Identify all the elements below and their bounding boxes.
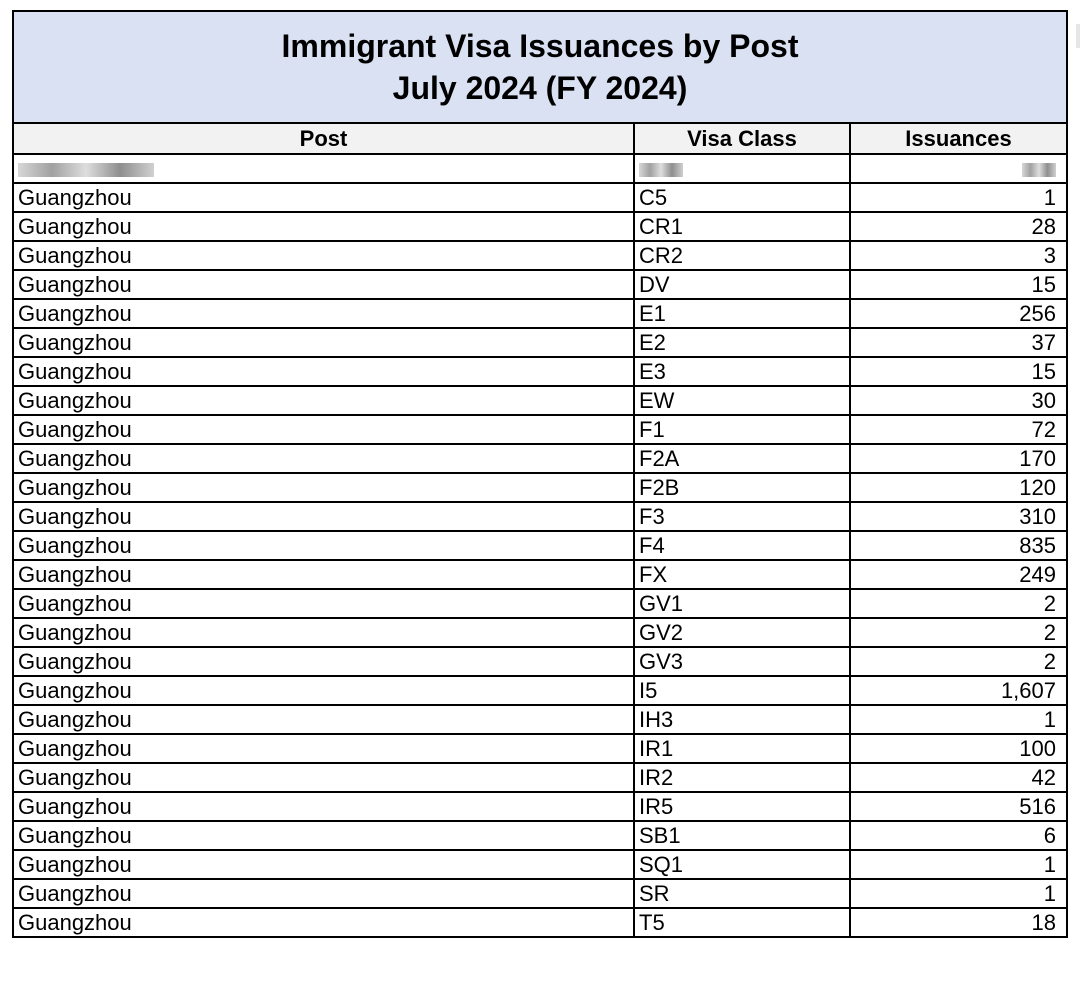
cell-issuances[interactable]: 30: [850, 386, 1066, 415]
cell-issuances[interactable]: 100: [850, 734, 1066, 763]
table-row: [14, 328, 1066, 357]
cell-issuances[interactable]: 516: [850, 792, 1066, 821]
cell-post[interactable]: Guangzhou: [14, 705, 634, 734]
cell-post[interactable]: Guangzhou: [14, 386, 634, 415]
cell-visa-class[interactable]: GV2: [634, 618, 850, 647]
report-period: July 2024 (FY 2024): [392, 70, 688, 106]
cell-issuances[interactable]: 28: [850, 212, 1066, 241]
cell-visa-class[interactable]: CR2: [634, 241, 850, 270]
cell-issuances[interactable]: 835: [850, 531, 1066, 560]
cell-post[interactable]: Guangzhou: [14, 212, 634, 241]
cell-visa-class[interactable]: F4: [634, 531, 850, 560]
cell-post[interactable]: Guangzhou: [14, 589, 634, 618]
table-row: [14, 792, 1066, 821]
cell-visa-class[interactable]: E1: [634, 299, 850, 328]
visa-issuance-sheet: [12, 10, 1068, 938]
title-block: [14, 12, 1066, 124]
cell-post[interactable]: Guangzhou: [14, 676, 634, 705]
cell-visa-class[interactable]: IH3: [634, 705, 850, 734]
table-row: [14, 879, 1066, 908]
table-row: [14, 705, 1066, 734]
cell-post[interactable]: Guangzhou: [14, 647, 634, 676]
cell-post[interactable]: Guangzhou: [14, 879, 634, 908]
cell-visa-class[interactable]: GV3: [634, 647, 850, 676]
column-header-post[interactable]: Post: [14, 124, 634, 154]
cell-post[interactable]: Guangzhou: [14, 299, 634, 328]
table-row: [14, 299, 1066, 328]
table-row: [14, 531, 1066, 560]
cell-post[interactable]: Guangzhou: [14, 821, 634, 850]
cell-visa-class[interactable]: IR2: [634, 763, 850, 792]
cell-visa-class[interactable]: GV1: [634, 589, 850, 618]
cell-visa-class[interactable]: E3: [634, 357, 850, 386]
cell-post[interactable]: Guangzhou: [14, 444, 634, 473]
cell-issuances[interactable]: 72: [850, 415, 1066, 444]
table-row: [14, 183, 1066, 212]
cell-issuances[interactable]: 310: [850, 502, 1066, 531]
cell-issuances[interactable]: 249: [850, 560, 1066, 589]
cell-issuances[interactable]: 170: [850, 444, 1066, 473]
cell-visa-class[interactable]: SB1: [634, 821, 850, 850]
cell-post[interactable]: Guangzhou: [14, 328, 634, 357]
cell-post[interactable]: Guangzhou: [14, 183, 634, 212]
cell-post[interactable]: Guangzhou: [14, 502, 634, 531]
cell-visa-class[interactable]: FX: [634, 560, 850, 589]
table-row: [14, 357, 1066, 386]
cell-issuances[interactable]: 120: [850, 473, 1066, 502]
table-row: [14, 241, 1066, 270]
cell-visa-class[interactable]: F2A: [634, 444, 850, 473]
cell-visa-class[interactable]: IR5: [634, 792, 850, 821]
cell-issuances[interactable]: 42: [850, 763, 1066, 792]
cell-issuances[interactable]: [850, 154, 1066, 183]
cell-issuances[interactable]: 1: [850, 879, 1066, 908]
issuance-table: [14, 124, 1066, 936]
table-row: [14, 444, 1066, 473]
redacted-value: [1022, 163, 1056, 177]
cell-visa-class[interactable]: [634, 154, 850, 183]
cell-issuances[interactable]: 2: [850, 618, 1066, 647]
cell-post[interactable]: Guangzhou: [14, 270, 634, 299]
cell-issuances[interactable]: 2: [850, 589, 1066, 618]
header-row: [14, 124, 1066, 154]
cell-visa-class[interactable]: SQ1: [634, 850, 850, 879]
table-row: [14, 386, 1066, 415]
redacted-value: [18, 163, 154, 177]
cell-visa-class[interactable]: F3: [634, 502, 850, 531]
cell-visa-class[interactable]: F1: [634, 415, 850, 444]
table-row: [14, 908, 1066, 936]
table-row: [14, 850, 1066, 879]
cell-issuances[interactable]: 15: [850, 270, 1066, 299]
cell-visa-class[interactable]: I5: [634, 676, 850, 705]
cell-issuances[interactable]: 3: [850, 241, 1066, 270]
cell-post[interactable]: Guangzhou: [14, 734, 634, 763]
table-row: [14, 589, 1066, 618]
table-row: [14, 821, 1066, 850]
cell-visa-class[interactable]: C5: [634, 183, 850, 212]
table-row: [14, 154, 1066, 183]
cell-post[interactable]: Guangzhou: [14, 792, 634, 821]
redacted-value: [639, 163, 683, 177]
cell-post[interactable]: Guangzhou: [14, 763, 634, 792]
cell-issuances[interactable]: 18: [850, 908, 1066, 936]
table-row: [14, 676, 1066, 705]
cell-post[interactable]: Guangzhou: [14, 618, 634, 647]
cell-post[interactable]: Guangzhou: [14, 531, 634, 560]
cell-visa-class[interactable]: SR: [634, 879, 850, 908]
cell-visa-class[interactable]: DV: [634, 270, 850, 299]
table-row: [14, 270, 1066, 299]
cell-issuances[interactable]: 15: [850, 357, 1066, 386]
cell-visa-class[interactable]: E2: [634, 328, 850, 357]
report-title: Immigrant Visa Issuances by Post: [281, 28, 799, 64]
cell-post[interactable]: Guangzhou: [14, 560, 634, 589]
cell-issuances[interactable]: 1,607: [850, 676, 1066, 705]
cell-visa-class[interactable]: F2B: [634, 473, 850, 502]
table-row: [14, 763, 1066, 792]
cell-issuances[interactable]: 1: [850, 183, 1066, 212]
cell-post[interactable]: Guangzhou: [14, 850, 634, 879]
table-body: [14, 154, 1066, 936]
cell-post[interactable]: Guangzhou: [14, 473, 634, 502]
table-row: [14, 734, 1066, 763]
column-header-issuances[interactable]: Issuances: [850, 124, 1066, 154]
table-row: [14, 618, 1066, 647]
cell-post[interactable]: Guangzhou: [14, 357, 634, 386]
cell-issuances[interactable]: 256: [850, 299, 1066, 328]
table-row: [14, 560, 1066, 589]
cell-issuances[interactable]: 6: [850, 821, 1066, 850]
table-row: [14, 647, 1066, 676]
cell-post[interactable]: Guangzhou: [14, 241, 634, 270]
cell-issuances[interactable]: 1: [850, 850, 1066, 879]
cell-post[interactable]: Guangzhou: [14, 908, 634, 936]
table-row: [14, 415, 1066, 444]
cell-visa-class[interactable]: IR1: [634, 734, 850, 763]
cell-visa-class[interactable]: CR1: [634, 212, 850, 241]
table-row: [14, 473, 1066, 502]
column-header-visa-class[interactable]: Visa Class: [634, 124, 850, 154]
cell-visa-class[interactable]: T5: [634, 908, 850, 936]
cell-post[interactable]: [14, 154, 634, 183]
cell-issuances[interactable]: 1: [850, 705, 1066, 734]
table-row: [14, 212, 1066, 241]
table-row: [14, 502, 1066, 531]
scroll-edge-indicator: [1076, 24, 1080, 48]
cell-issuances[interactable]: 2: [850, 647, 1066, 676]
cell-post[interactable]: Guangzhou: [14, 415, 634, 444]
cell-visa-class[interactable]: EW: [634, 386, 850, 415]
cell-issuances[interactable]: 37: [850, 328, 1066, 357]
